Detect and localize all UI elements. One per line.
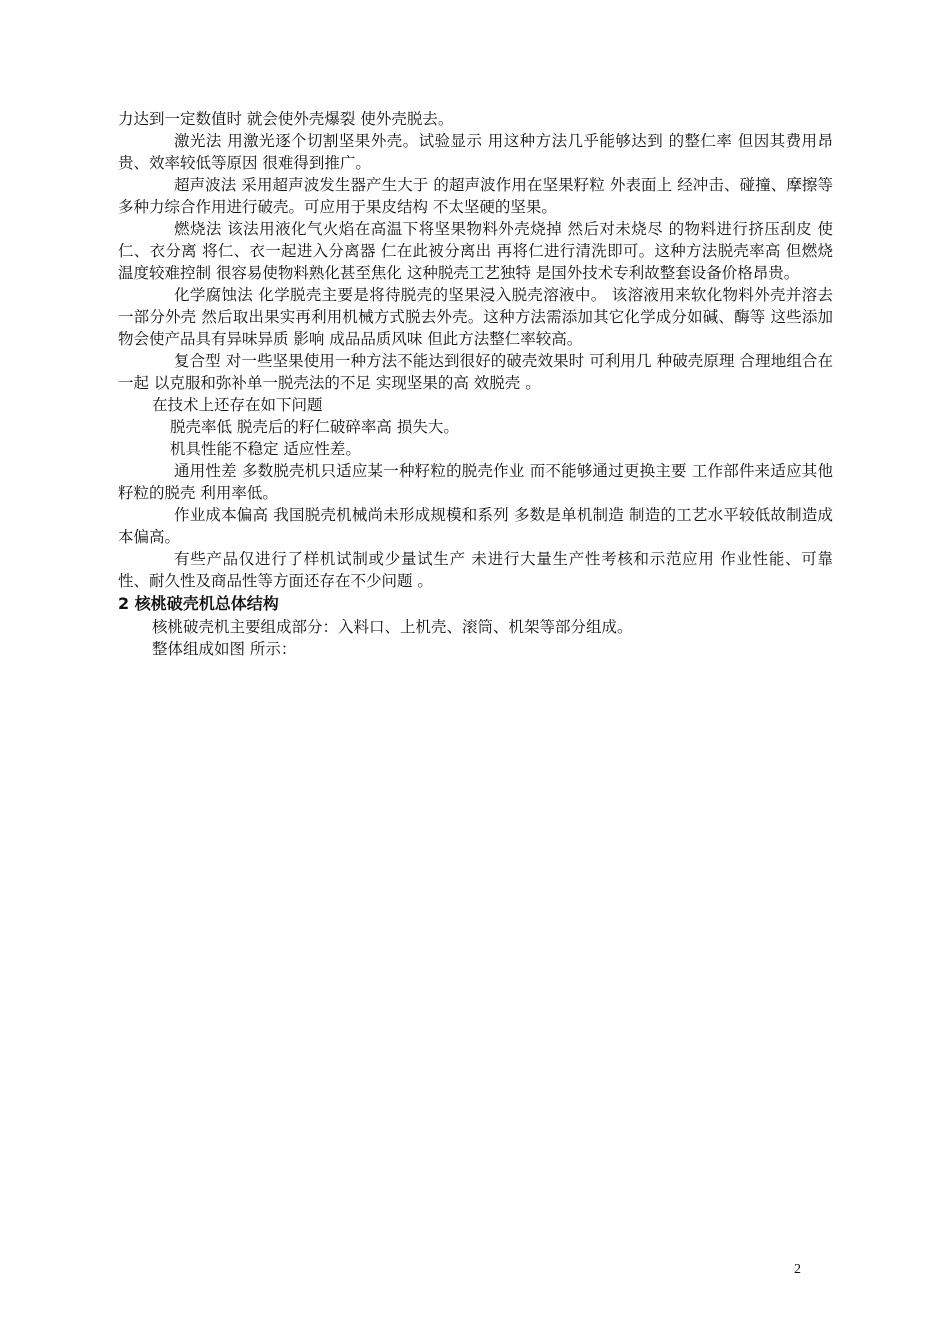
- page-number: 2: [794, 1262, 801, 1277]
- paragraph-combustion-method: 燃烧法 该法用液化气火焰在高温下将坚果物料外壳烧掉 然后对未烧尽 的物料进行挤压刮皮 使仁、衣分离 将仁、衣一起进入分离器 仁在此被分离出 再将仁进行清洗即可。这种方法脱壳率高 但燃烧温度较难控制 很容易使物料熟化甚至焦化 这种脱壳工艺独特 是国外技术专利故整套设备价格昂贵。: [118, 220, 833, 282]
- problem-item-5: 有些产品仅进行了样机试制或少量试生产 未进行大量生产性考核和示范应用 作业性能、可靠性、耐久性及商品性等方面还存在不少问题 。: [118, 550, 833, 590]
- paragraph-chemical-method: 化学腐蚀法 化学脱壳主要是将待脱壳的坚果浸入脱壳溶液中。 该溶液用来软化物料外壳并溶去一部分外壳 然后取出果实再利用机械方式脱去外壳。这种方法需添加其它化学成分如碱、酶等 这些添加物会使产品具有异味异质 影响 成品品质风味 但此方法整仁率较高。: [118, 286, 833, 348]
- problem-item-4: 作业成本偏高 我国脱壳机械尚未形成规模和系列 多数是单机制造 制造的工艺水平较低故制造成本偏高。: [118, 506, 833, 546]
- paragraph-technical-problems: 在技术上还存在如下问题: [152, 396, 323, 414]
- paragraph-figure-reference: 整体组成如图 所示：: [152, 640, 297, 658]
- paragraph-laser-method: 激光法 用激光逐个切割坚果外壳。试验显示 用这种方法几乎能够达到 的整仁率 但因其费用昂贵、效率较低等原因 很难得到推广。: [118, 132, 833, 172]
- paragraph-composite-method: 复合型 对一些坚果使用一种方法不能达到很好的破壳效果时 可利用几 种破壳原理 合理地组合在一起 以克服和弥补单一脱壳法的不足 实现坚果的高 效脱壳 。: [118, 352, 833, 392]
- document-body: [118, 108, 833, 660]
- paragraph-1: 力达到一定数值时 就会使外壳爆裂 使外壳脱去。: [118, 110, 454, 128]
- problem-item-1: 脱壳率低 脱壳后的籽仁破碎率高 损失大。: [170, 418, 459, 436]
- paragraph-main-components: 核桃破壳机主要组成部分：入料口、上机壳、滚筒、机架等部分组成。: [152, 618, 633, 636]
- paragraph-ultrasonic-method: 超声波法 采用超声波发生器产生大于 的超声波作用在坚果籽粒 外表面上 经冲击、碰撞、摩擦等多种力综合作用进行破壳。可应用于果皮结构 不太坚硬的坚果。: [118, 176, 833, 216]
- problem-item-2: 机具性能不稳定 适应性差。: [170, 440, 361, 458]
- problem-item-3: 通用性差 多数脱壳机只适应某一种籽粒的脱壳作业 而不能够通过更换主要 工作部件来适应其他籽粒的脱壳 利用率低。: [118, 462, 833, 502]
- section-heading: 2 核桃破壳机总体结构: [118, 594, 279, 613]
